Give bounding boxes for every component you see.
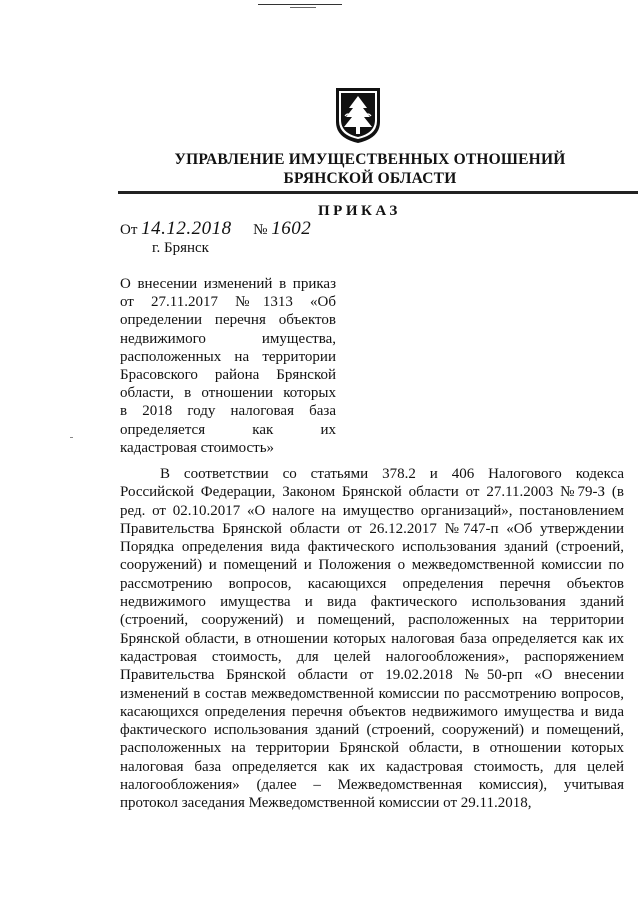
coat-of-arms-icon xyxy=(334,86,382,144)
subject-line: Брасовского района Брянской xyxy=(120,366,336,383)
body-line: протокол заседания Межведомственной комиссии от 29.11.2018, xyxy=(120,795,532,812)
body-line: изменений в состав межведомственной комиссии по рассмотрению вопросов, xyxy=(120,685,624,702)
document-title: ПРИКАЗ xyxy=(318,203,401,219)
body-line: рассмотрению вопросов, касающихся определения перечня объектов xyxy=(120,575,624,592)
body-line: сооружений) и помещений и Положения о межведомственной комиссии по xyxy=(120,557,624,574)
body-line: Порядка определения вида фактического использования зданий (строений, xyxy=(120,539,624,556)
header-divider xyxy=(118,191,638,194)
body-line: налоговая база определяется как их кадастровая стоимость, для целей xyxy=(120,758,624,775)
scan-artifact-rule xyxy=(258,4,342,5)
subject-line: кадастровая стоимость» xyxy=(120,439,275,456)
document-number: 1602 xyxy=(271,218,312,239)
city: г. Брянск xyxy=(152,240,209,256)
body-line: кадастровая стоимость, для целей налогообложения», распоряжением xyxy=(120,648,624,665)
date-number-line xyxy=(120,218,311,240)
subject-line: недвижимого имущества, xyxy=(120,330,336,347)
subject-block xyxy=(120,275,336,457)
subject-line: от 27.11.2017 №1313 «Об xyxy=(120,294,336,311)
date-prefix: От xyxy=(120,222,138,238)
body-line: Правительства Брянской области от 26.12.2017 №747-п «Об утверждении xyxy=(120,520,624,537)
body-line: Правительства Брянской области от 19.02.2018 №50-рп «О внесении xyxy=(120,667,624,684)
body-line: фактического использования зданий (строений, сооружений) и помещений, xyxy=(120,722,624,739)
body-line: ред. от 02.10.2017 «О налоге на имущество организаций», постановлением xyxy=(120,502,624,519)
number-prefix: № xyxy=(253,222,268,238)
scan-artifact-mark xyxy=(70,437,73,438)
subject-line: области, в отношении которых xyxy=(120,385,336,402)
body-line: налогообложения» (далее – Межведомственная комиссия), учитывая xyxy=(120,777,624,794)
subject-line: определяется как их xyxy=(120,421,336,438)
body-line: В соответствии со статьями 378.2 и 406 Налогового кодекса xyxy=(160,466,624,482)
subject-line: определении перечня объектов xyxy=(120,312,336,329)
subject-line: О внесении изменений в приказ xyxy=(120,276,336,292)
body-line: Российской Федерации, Законом Брянской области от 27.11.2003 №79-З (в xyxy=(120,484,624,501)
body-line: (строений, сооружений) и помещений, расположенных на территории xyxy=(120,612,624,629)
issuer-name-line1: УПРАВЛЕНИЕ ИМУЩЕСТВЕННЫХ ОТНОШЕНИЙ xyxy=(174,151,566,168)
body-line: недвижимого имущества и вида фактического использования зданий xyxy=(120,594,624,611)
subject-line: в 2018 году налоговая база xyxy=(120,403,336,420)
document-date: 14.12.2018 xyxy=(141,218,232,239)
body-line: Брянской области, в отношении которых налоговая база определяется как их xyxy=(120,630,624,647)
body-paragraph xyxy=(120,465,624,813)
subject-line: расположенных на территории xyxy=(120,348,336,365)
body-line: касающихся определения перечня объектов недвижимого имущества и вида xyxy=(120,703,624,720)
issuer-name-line2: БРЯНСКОЙ ОБЛАСТИ xyxy=(283,170,457,187)
body-line: расположенных на территории Брянской области, в отношении которых xyxy=(120,740,624,757)
scan-artifact-rule xyxy=(290,7,316,8)
